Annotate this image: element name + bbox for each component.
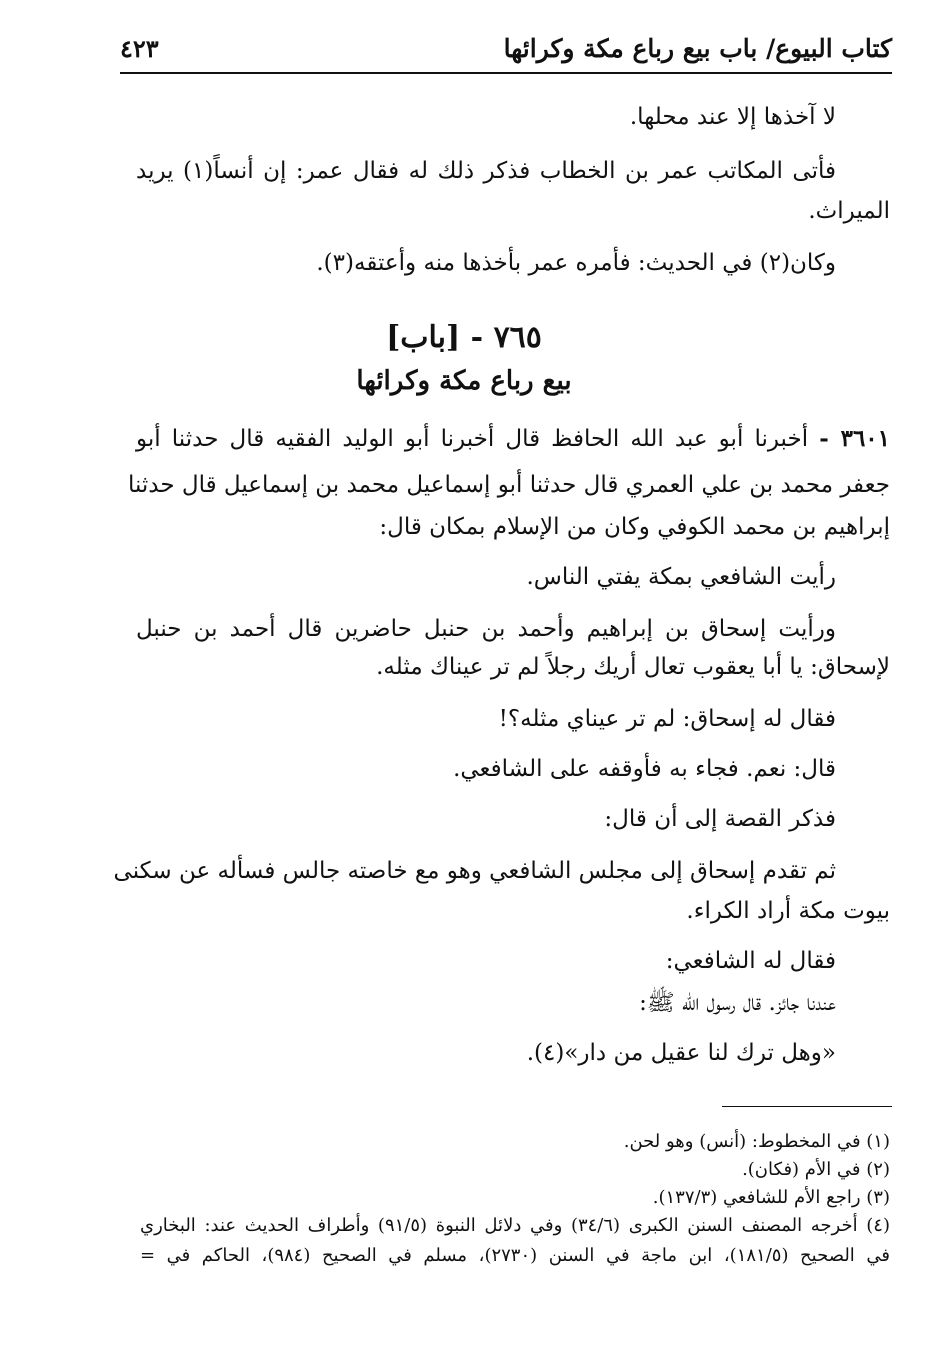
text-line: لا آخذها إلا عند محلها. bbox=[629, 104, 836, 130]
hadith-number: ٣٦٠١ - bbox=[819, 425, 891, 452]
text-line: «وهل ترك لنا عقيل من دار»(٤). bbox=[526, 1040, 836, 1066]
hadith-line: جعفر محمد بن علي العمري قال حدثنا أبو إسماعيل محمد بن إسماعيل قال حدثنا bbox=[127, 472, 890, 498]
text-line: عندنا جائز. قال رسول الله ﷺ: bbox=[639, 990, 836, 1016]
text-line: لإسحاق: يا أبا يعقوب تعال أريك رجلاً لم تر عيناك مثله. bbox=[376, 654, 890, 680]
chapter-heading: ٧٦٥ - [باب] bbox=[386, 320, 542, 355]
hadith-text: أخبرنا أبو عبد الله الحافظ قال أخبرنا أبو الوليد الفقيه قال حدثنا أبو bbox=[136, 426, 809, 452]
text-line: الميراث. bbox=[808, 198, 890, 224]
text-line: وكان(٢) في الحديث: فأمره عمر بأخذها منه وأعتقه(٣). bbox=[316, 250, 836, 276]
chapter-subtitle: بيع رباع مكة وكرائها bbox=[356, 366, 572, 396]
text-line: قال: نعم. فجاء به فأوقفه على الشافعي. bbox=[453, 756, 836, 782]
running-title: كتاب البيوع/ باب بيع رباع مكة وكرائها bbox=[503, 34, 892, 63]
text-line: فأتى المكاتب عمر بن الخطاب فذكر ذلك له فقال عمر: إن أنساً(١) يريد bbox=[136, 158, 836, 184]
text-line: بيوت مكة أراد الكراء. bbox=[686, 898, 890, 924]
hadith-line bbox=[136, 424, 890, 454]
hadith-line: إبراهيم بن محمد الكوفي وكان من الإسلام بمكان قال: bbox=[379, 514, 890, 540]
footnote: (٤) أخرجه المصنف السنن الكبرى (٣٤/٦) وفي دلائل النبوة (٩١/٥) وأطراف الحديث عند: البخاري bbox=[140, 1215, 890, 1236]
text-line: رأيت الشافعي بمكة يفتي الناس. bbox=[526, 564, 836, 590]
page-header bbox=[120, 28, 892, 74]
page-number: ٤٢٣ bbox=[120, 34, 159, 63]
footnote: (٢) في الأم (فكان). bbox=[742, 1159, 890, 1180]
footnote: (٣) راجع الأم للشافعي (١٣٧/٣). bbox=[652, 1187, 890, 1208]
footnote-divider bbox=[722, 1106, 892, 1107]
footnote: في الصحيح (١٨١/٥)، ابن ماجة في السنن (٢٧٣٠)، مسلم في الصحيح (٩٨٤)، الحاكم في = bbox=[140, 1245, 890, 1266]
text-line: ورأيت إسحاق بن إبراهيم وأحمد بن حنبل حاضرين قال أحمد بن حنبل bbox=[136, 616, 836, 642]
footnote: (١) في المخطوط: (أنس) وهو لحن. bbox=[623, 1131, 890, 1152]
text-line: فقال له إسحاق: لم تر عيناي مثله؟! bbox=[498, 706, 836, 732]
text-line: فقال له الشافعي: bbox=[665, 948, 836, 974]
text-line: ثم تقدم إسحاق إلى مجلس الشافعي وهو مع خاصته جالس فسأله عن سكنى bbox=[113, 858, 836, 884]
text-line: فذكر القصة إلى أن قال: bbox=[604, 806, 836, 832]
